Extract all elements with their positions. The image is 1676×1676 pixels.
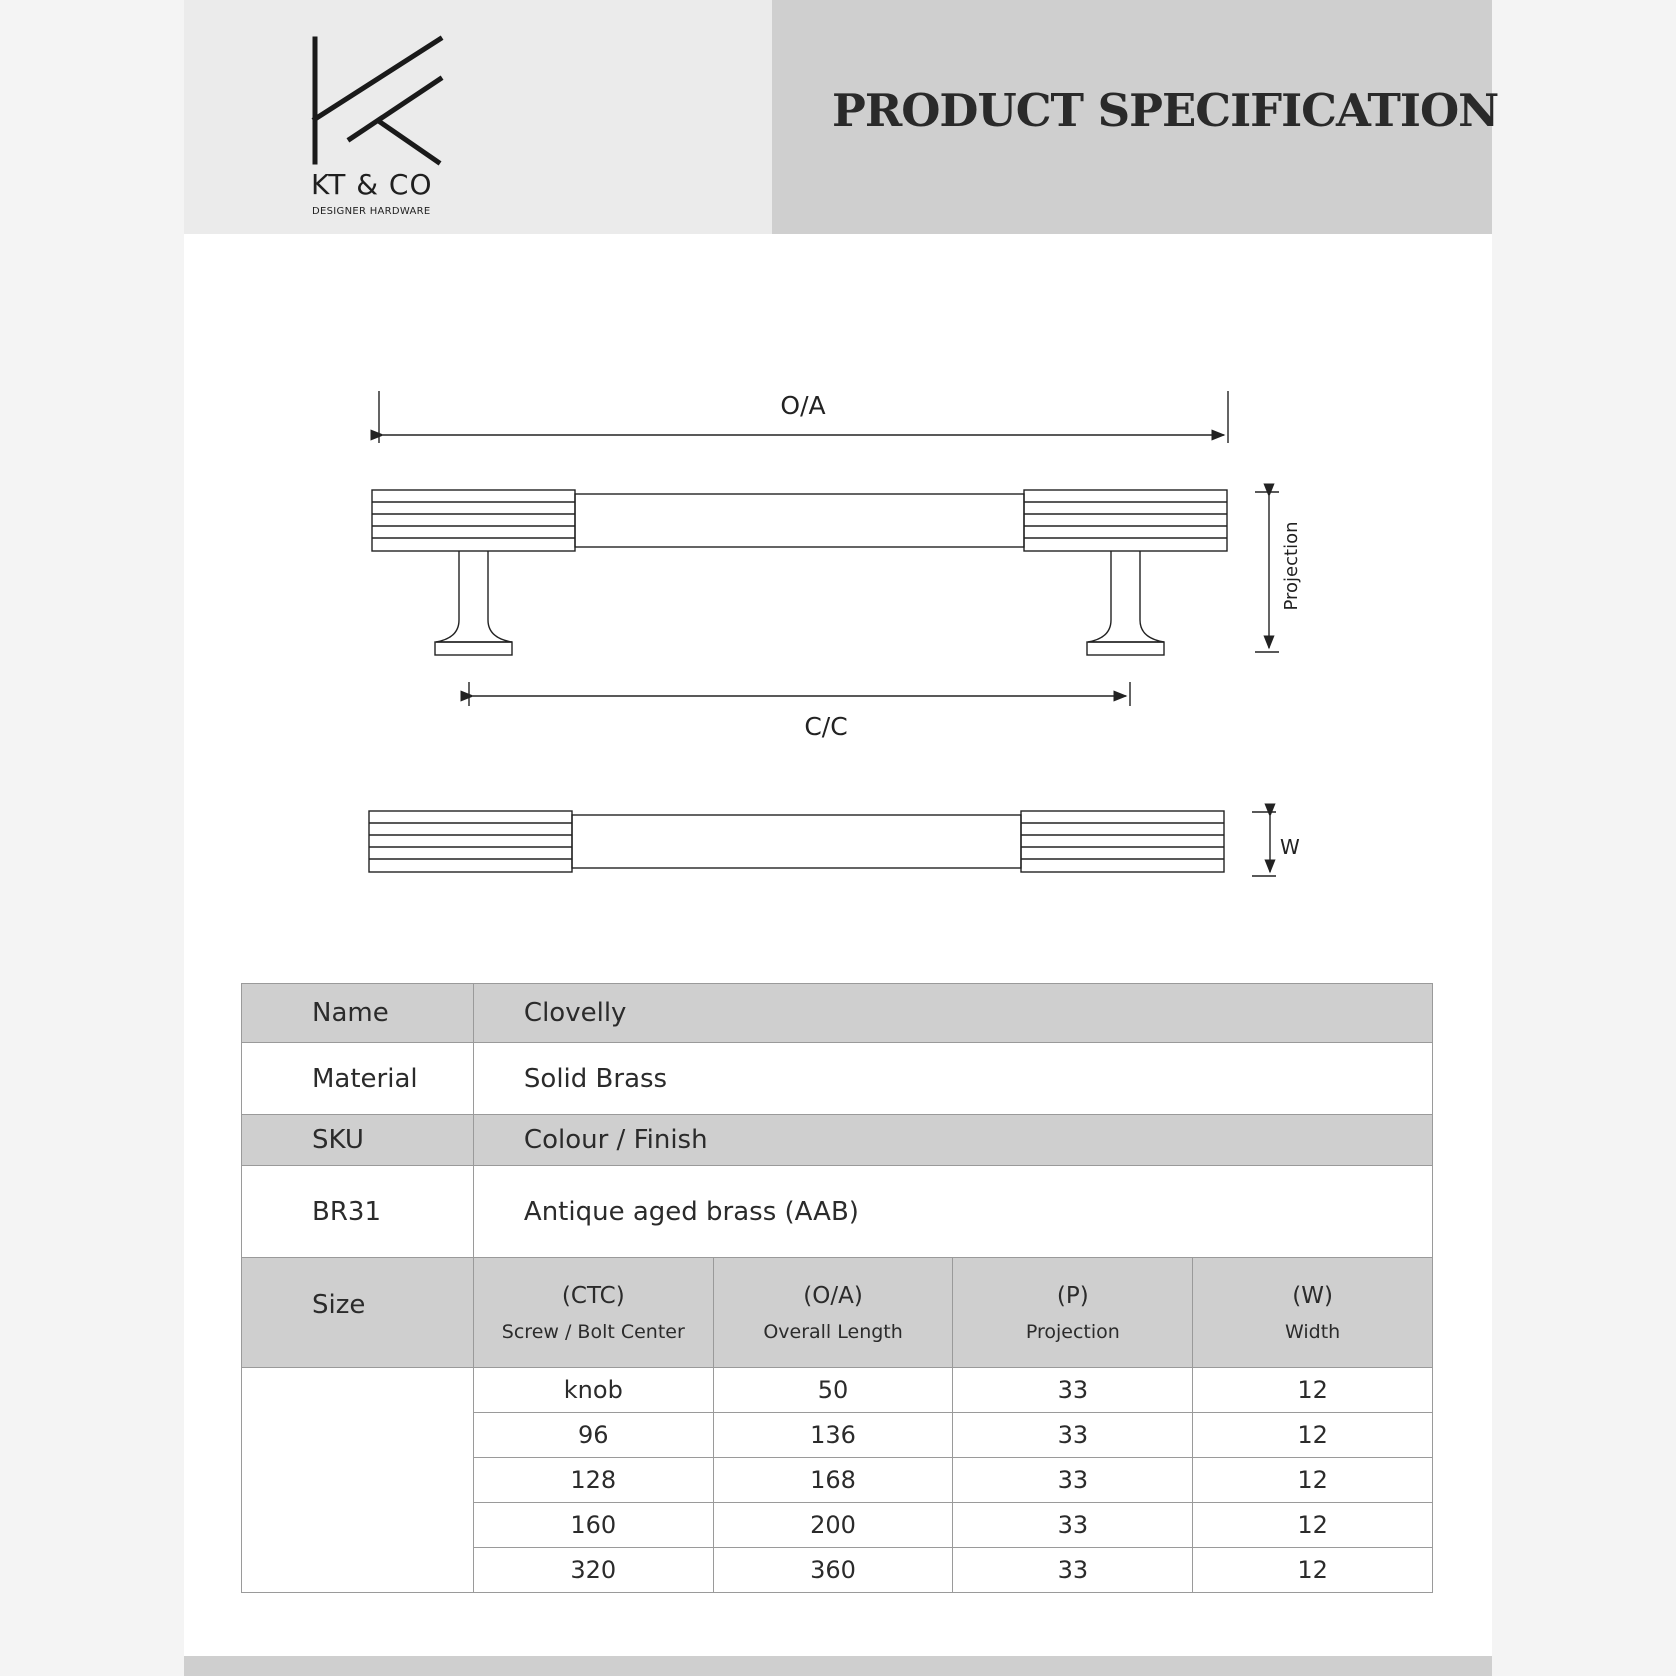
sku-header-row [242, 1115, 1433, 1166]
cell-oa: 136 [713, 1413, 953, 1458]
name-label: Name [242, 984, 474, 1043]
col-oa [713, 1258, 953, 1368]
projection-label: Projection [1281, 521, 1302, 611]
col-w-full: Width [1285, 1320, 1341, 1343]
cell-p: 33 [953, 1458, 1193, 1503]
cell-w: 12 [1193, 1368, 1433, 1413]
size-header-row [242, 1258, 1433, 1368]
oa-label: O/A [780, 391, 826, 420]
cc-label: C/C [804, 712, 848, 741]
col-ctc-abbr: (CTC) [561, 1282, 625, 1309]
table-row [242, 1368, 1433, 1413]
cell-ctc: 160 [473, 1503, 713, 1548]
cell-w: 12 [1193, 1458, 1433, 1503]
cell-oa: 360 [713, 1548, 953, 1593]
brand-tagline: DESIGNER HARDWARE [312, 206, 431, 217]
brand-name: KT & CO [311, 168, 433, 201]
size-blank-cell [242, 1368, 474, 1593]
col-oa-abbr: (O/A) [803, 1282, 863, 1309]
cell-ctc: 96 [473, 1413, 713, 1458]
cell-oa: 200 [713, 1503, 953, 1548]
material-row [242, 1043, 1433, 1115]
col-oa-full: Overall Length [763, 1320, 903, 1343]
cell-w: 12 [1193, 1548, 1433, 1593]
cell-p: 33 [953, 1368, 1193, 1413]
cell-p: 33 [953, 1548, 1193, 1593]
size-label: Size [242, 1258, 474, 1368]
col-p-abbr: (P) [1056, 1282, 1089, 1309]
material-value: Solid Brass [473, 1043, 1432, 1115]
spec-table [241, 983, 1433, 1593]
name-value: Clovelly [473, 984, 1432, 1043]
col-ctc [473, 1258, 713, 1368]
col-w-abbr: (W) [1292, 1282, 1333, 1309]
width-label: W [1280, 835, 1300, 859]
cell-ctc: 320 [473, 1548, 713, 1593]
col-p [953, 1258, 1193, 1368]
cell-w: 12 [1193, 1413, 1433, 1458]
sku-value-row [242, 1166, 1433, 1258]
sku-value: BR31 [242, 1166, 474, 1258]
finish-value: Antique aged brass (AAB) [473, 1166, 1432, 1258]
header-logo-panel [184, 0, 772, 234]
finish-label: Colour / Finish [473, 1115, 1432, 1166]
sku-label: SKU [242, 1115, 474, 1166]
material-label: Material [242, 1043, 474, 1115]
cell-p: 33 [953, 1413, 1193, 1458]
cell-ctc: 128 [473, 1458, 713, 1503]
name-row [242, 984, 1433, 1043]
page-title: PRODUCT SPECIFICATION [832, 84, 1499, 137]
col-ctc-full: Screw / Bolt Center [501, 1320, 685, 1343]
cell-oa: 50 [713, 1368, 953, 1413]
col-w [1193, 1258, 1433, 1368]
col-p-full: Projection [1025, 1320, 1120, 1343]
footer-band [184, 1656, 1492, 1676]
cell-w: 12 [1193, 1503, 1433, 1548]
cell-p: 33 [953, 1503, 1193, 1548]
cell-ctc: knob [473, 1368, 713, 1413]
cell-oa: 168 [713, 1458, 953, 1503]
